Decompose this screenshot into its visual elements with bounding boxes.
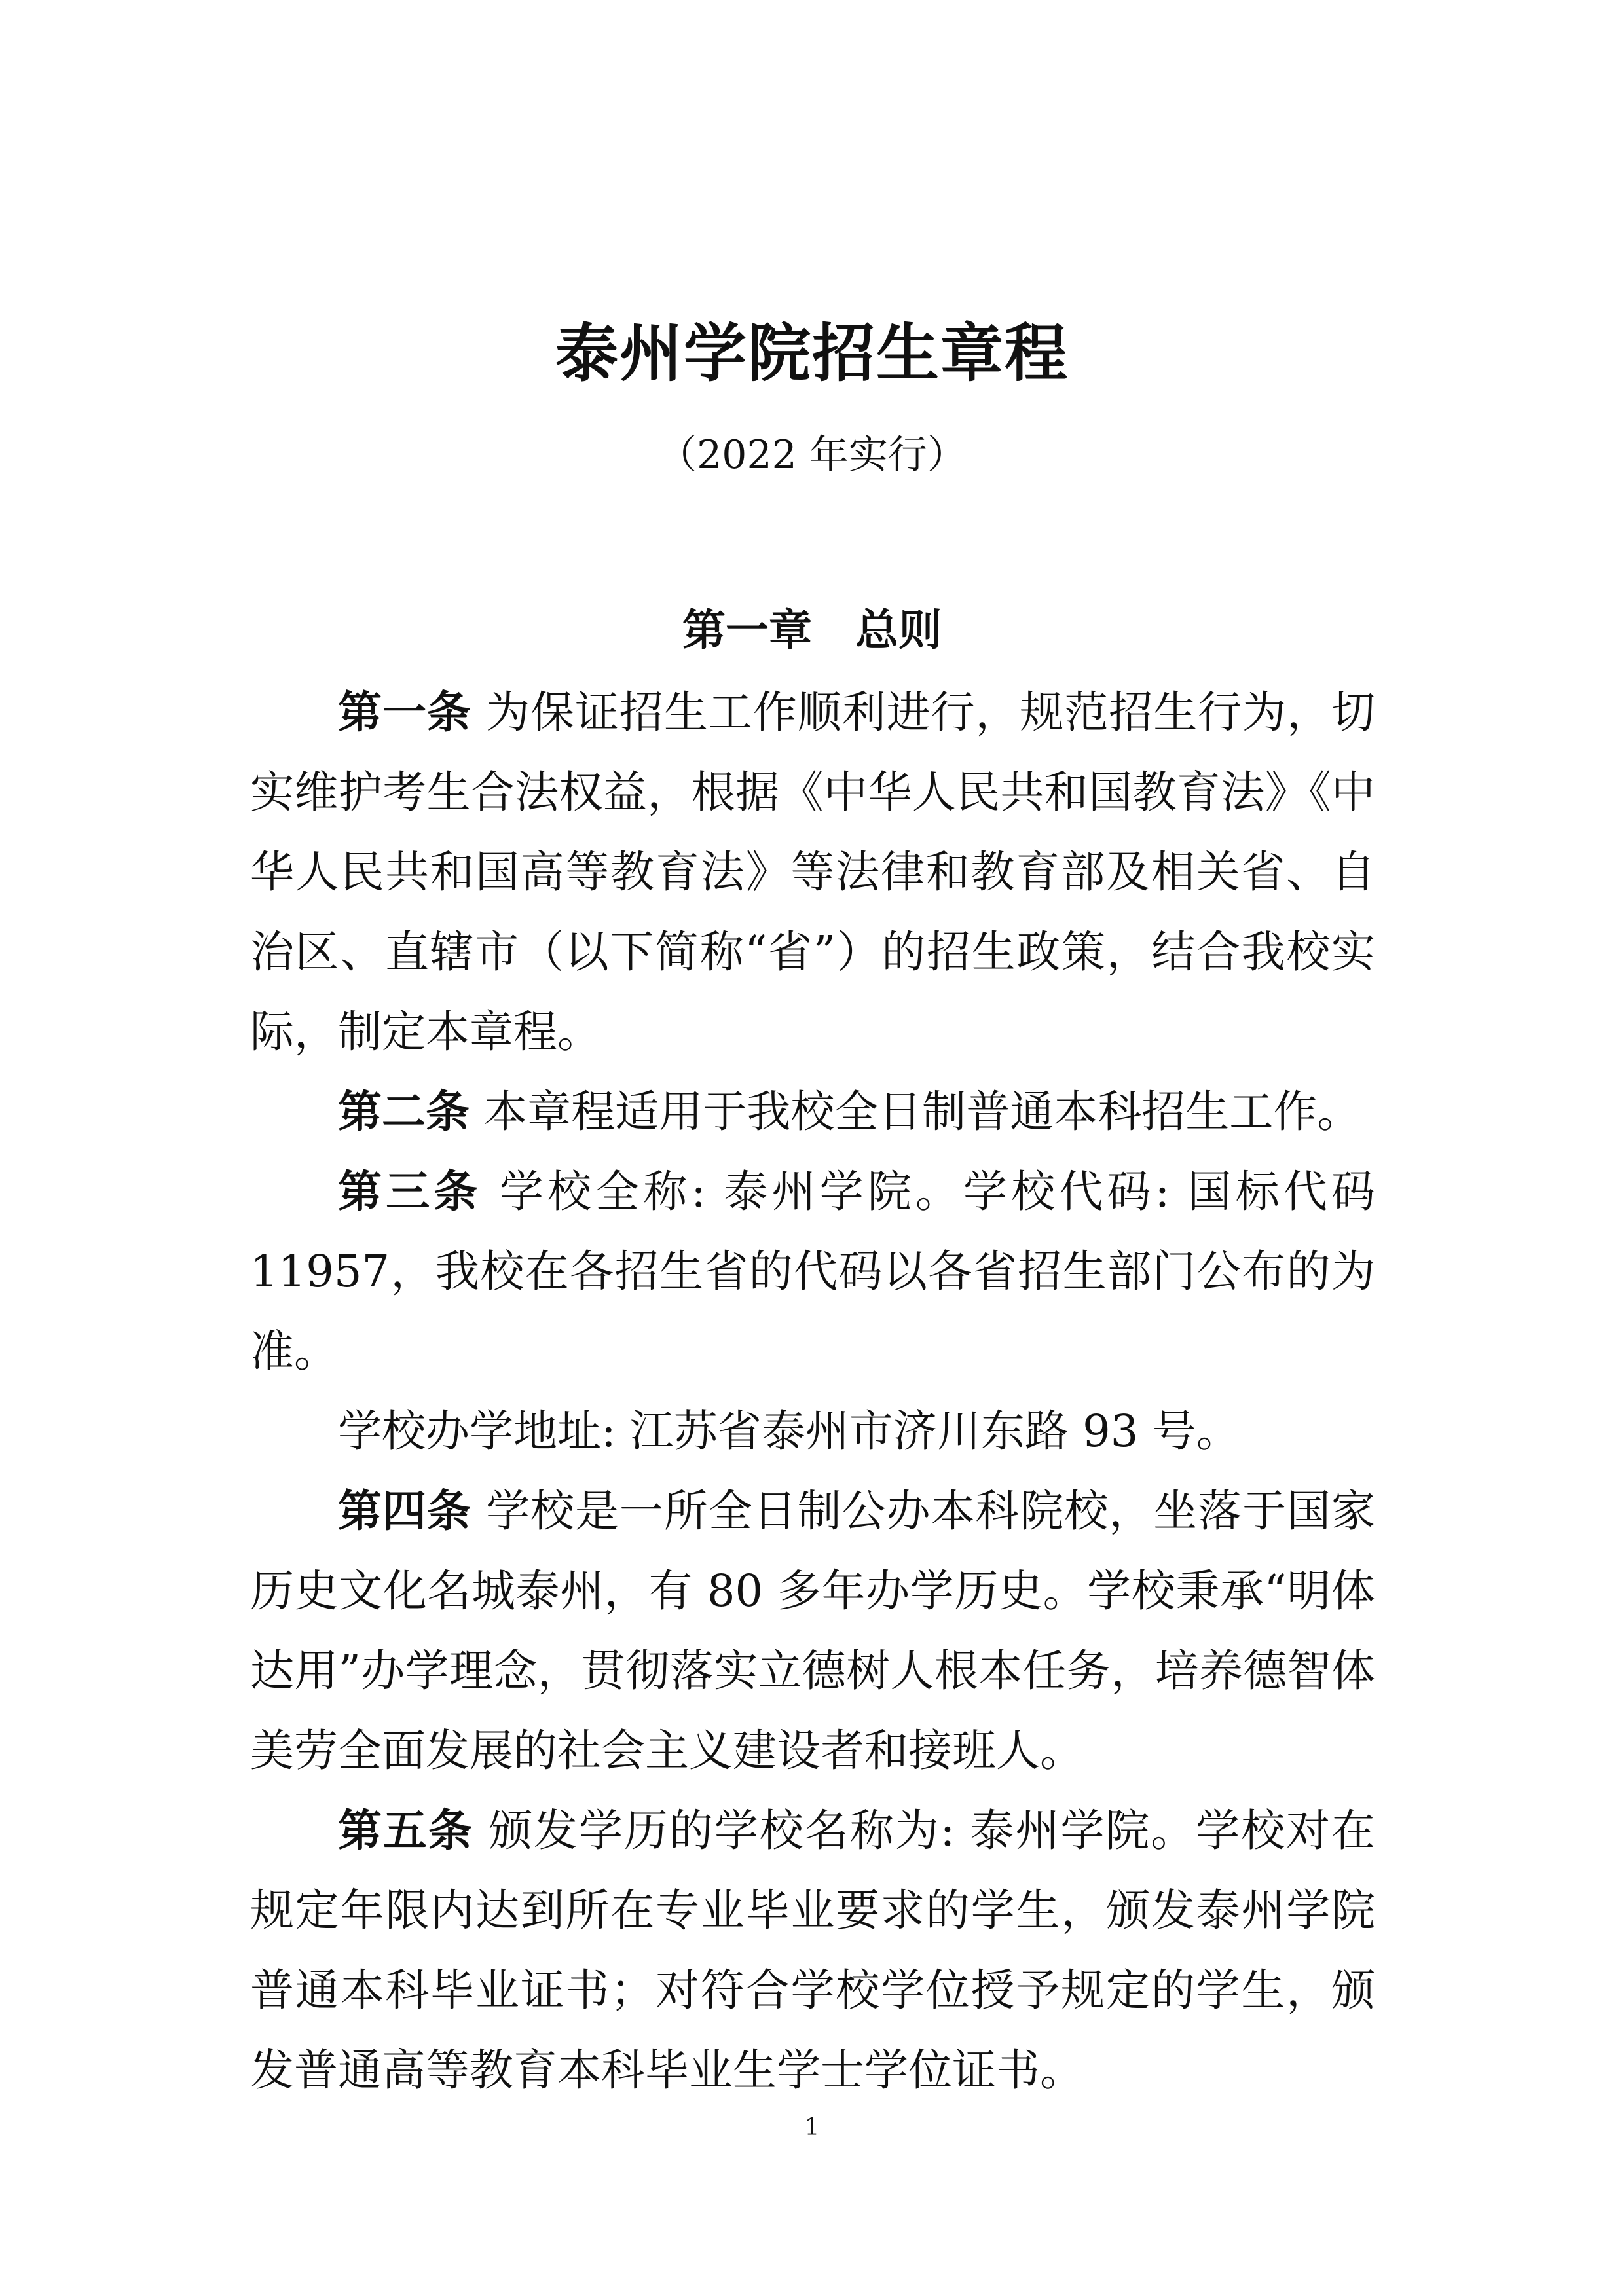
article-text: 颁发学历的学校名称为: 泰州学院。学校对在规定年限内达到所在专业毕业要求的学生，颁发泰州学院普通本科毕业证书；对符合学校学位授予规定的学生，颁发普通高等教育本科毕业生学士学位证书。 [250, 1805, 1376, 2096]
article-text: 学校是一所全日制公办本科院校，坐落于国家历史文化名城泰州，有 80 多年办学历史。学校秉承“明体达用”办学理念，贯彻落实立德树人根本任务，培养德智体美劳全面发展的社会主义建设者和接班人。 [250, 1485, 1376, 1776]
article-label: 第二条 [338, 1086, 470, 1137]
article-text: 学校办学地址: 江苏省泰州市济川东路 93 号。 [338, 1406, 1240, 1457]
article-label: 第四条 [338, 1485, 471, 1537]
article-1 [250, 672, 1375, 1072]
address-paragraph [250, 1391, 1375, 1471]
article-label: 第三条 [338, 1166, 482, 1217]
article-text: 为保证招生工作顺利进行，规范招生行为，切实维护考生合法权益，根据《中华人民共和国教育法》《中华人民共和国高等教育法》等法律和教育部及相关省、自治区、直辖市（以下简称“省”）的招生政策，结合我校实际，制定本章程。 [250, 687, 1376, 1057]
document-subtitle: （2022 年实行） [657, 432, 967, 478]
page-number: 1 [804, 2114, 820, 2141]
article-3 [250, 1152, 1375, 1391]
article-label: 第一条 [338, 687, 471, 738]
article-text: 本章程适用于我校全日制普通本科招生工作。 [470, 1086, 1361, 1137]
chapter-heading: 第一章 总则 [682, 605, 942, 655]
article-2 [250, 1072, 1375, 1152]
article-5 [250, 1791, 1375, 2110]
document-body [250, 672, 1375, 2110]
article-4 [250, 1471, 1375, 1791]
document-title: 泰州学院招生章程 [555, 316, 1069, 390]
article-label: 第五条 [338, 1805, 473, 1856]
article-text: 学校全称: 泰州学院。学校代码: 国标代码 11957，我校在各招生省的代码以各省招生部门公布的为准。 [250, 1166, 1375, 1377]
